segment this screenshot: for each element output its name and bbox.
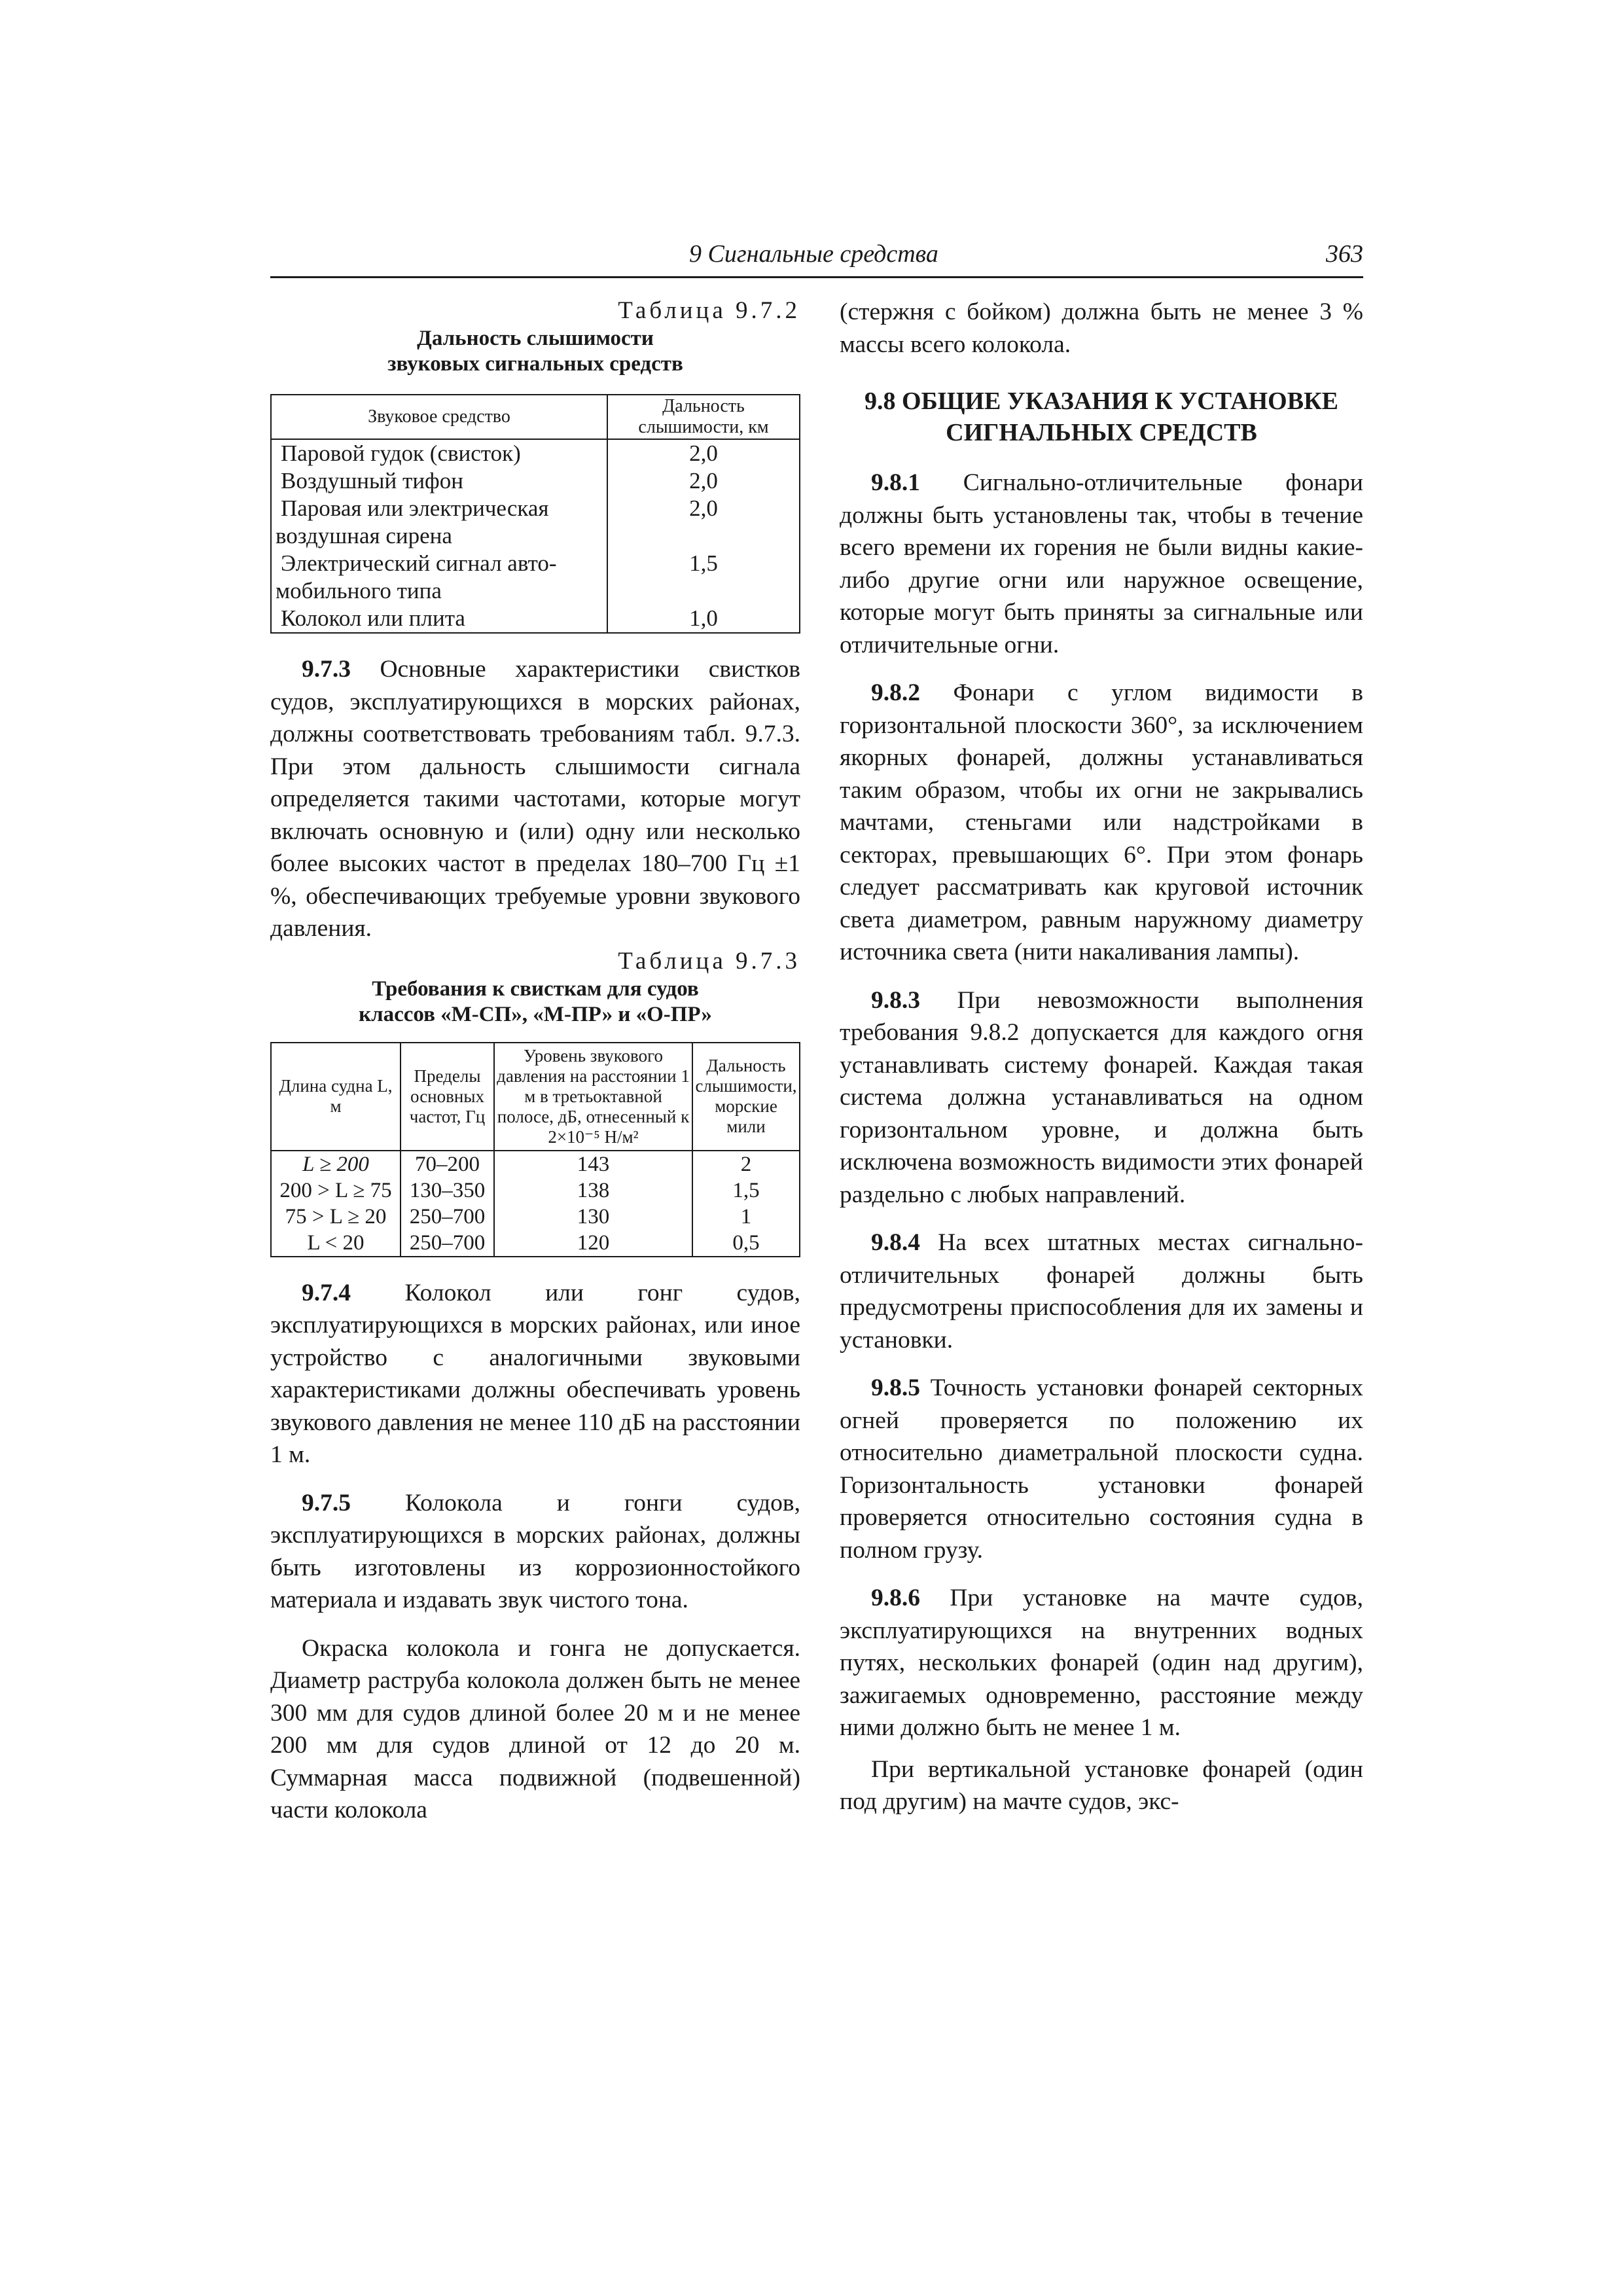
header-line: Дальность xyxy=(662,396,745,416)
section-heading xyxy=(840,386,1363,448)
spacer xyxy=(840,1356,1363,1372)
spacer xyxy=(840,361,1363,386)
table-cell: 1,5 xyxy=(607,550,800,605)
table-row xyxy=(271,439,800,467)
clause-number: 9.8.4 xyxy=(871,1229,920,1256)
heading-line: 9.8 ОБЩИЕ УКАЗАНИЯ К УСТАНОВКЕ xyxy=(865,387,1338,415)
paragraph-9-8-1 xyxy=(840,467,1363,661)
clause-number: 9.8.2 xyxy=(871,679,920,706)
table-title: классов «М-СП», «М-ПР» и «О-ПР» xyxy=(359,1002,712,1026)
table-header-cell: Длина судна L, м xyxy=(271,1043,401,1151)
cell-line: воздушная сирена xyxy=(276,523,452,548)
paragraph-9-7-4 xyxy=(270,1277,800,1471)
clause-number: 9.7.5 xyxy=(302,1489,351,1516)
paragraph-text: При установке на мачте судов, эксплуатирующихся на внутренних водных путях, нескольких фонарей (один над другим), зажигаемых одновременно, расстояние между ними должно быть не менее 1 м. xyxy=(840,1585,1363,1741)
table-header-cell: Звуковое средство xyxy=(271,395,607,439)
table-cell: Колокол или плита xyxy=(271,605,607,633)
cell-line: Электрический сигнал авто- xyxy=(281,550,557,576)
table-header-cell: Дальность слышимости, морские мили xyxy=(692,1043,800,1151)
table-title: Дальность слышимости xyxy=(417,327,654,350)
paragraph-9-8-5 xyxy=(840,1372,1363,1566)
table-cell: 250–700 xyxy=(401,1230,494,1257)
paragraph-9-8-2 xyxy=(840,677,1363,969)
table-label: Таблица 9.7.3 xyxy=(618,947,800,975)
clause-number: 9.8.5 xyxy=(871,1374,920,1401)
table-header-row xyxy=(271,1043,800,1151)
paragraph-text: Сигнально-отличительные фонари должны быть установлены так, чтобы в течение всего времени их горения не были видны какие-либо другие огни или наружное освещение, которые могут быть приняты за сигнальные или отличительные огни. xyxy=(840,469,1363,658)
table-whistle-requirements xyxy=(270,1042,800,1257)
paragraph-9-8-6-continued: При вертикальной установке фонарей (один под другим) на мачте судов, экс- xyxy=(840,1755,1363,1815)
spacer xyxy=(840,969,1363,984)
table-cell: 1,5 xyxy=(692,1177,800,1204)
paragraph-text: Колокол или гонг судов, эксплуатирующихся в морских районах, или иное устройство с аналогичными звуковыми характеристиками должны обеспечивать уровень звукового давления не менее 110 дБ на расстоянии 1 м. xyxy=(270,1279,800,1468)
clause-number: 9.8.3 xyxy=(871,986,920,1014)
clause-number: 9.8.1 xyxy=(871,469,920,496)
cell-line: мобильного типа xyxy=(276,578,442,603)
table-cell xyxy=(271,495,607,550)
spacer xyxy=(270,1257,800,1277)
header-line: слышимости, км xyxy=(638,417,769,437)
table-cell: 130–350 xyxy=(401,1177,494,1204)
table-cell: 143 xyxy=(494,1151,692,1177)
spacer xyxy=(840,1211,1363,1227)
table-cell: 2,0 xyxy=(607,439,800,467)
heading-line: СИГНАЛЬНЫХ СРЕДСТВ xyxy=(946,419,1257,446)
table-header-row xyxy=(271,395,800,439)
spacer xyxy=(270,1617,800,1632)
paragraph-9-8-3 xyxy=(840,984,1363,1211)
spacer xyxy=(270,1471,800,1487)
table-cell: 2,0 xyxy=(607,467,800,495)
table-row xyxy=(271,467,800,495)
running-header xyxy=(270,238,1363,278)
table-row xyxy=(271,1177,800,1204)
table-cell: 75 > L ≥ 20 xyxy=(271,1204,401,1230)
table-row xyxy=(271,1230,800,1257)
table-row xyxy=(271,1151,800,1177)
spacer xyxy=(840,1744,1363,1753)
table-cell: L ≥ 200 xyxy=(271,1151,401,1177)
table-label: Таблица 9.7.2 xyxy=(618,297,800,324)
table-cell: 2,0 xyxy=(607,495,800,550)
spacer xyxy=(840,1566,1363,1582)
paragraph-9-8-4 xyxy=(840,1227,1363,1356)
paragraph-text: На всех штатных местах сигнально-отличительных фонарей должны быть предусмотрены приспособления для их замены и установки. xyxy=(840,1229,1363,1354)
table-cell: 138 xyxy=(494,1177,692,1204)
table-cell: 1 xyxy=(692,1204,800,1230)
spacer xyxy=(840,448,1363,467)
table-title: звуковых сигнальных средств xyxy=(387,352,683,376)
table-cell: Паровой гудок (свисток) xyxy=(271,439,607,467)
section-title: 9 Сигнальные средства xyxy=(689,240,938,268)
left-column xyxy=(270,296,800,1827)
table-cell: Воздушный тифон xyxy=(271,467,607,495)
paragraph-9-7-5 xyxy=(270,1487,800,1617)
spacer xyxy=(270,634,800,653)
paragraph-text: Основные характеристики свистков судов, эксплуатирующихся в морских районах, должны соответствовать требованиям табл. 9.7.3. При этом дальность слышимости сигнала определяется такими частотами, которые могут включать основную и (или) одну или несколько более высоких частот в пределах 180–700 Гц ±1 %, обеспечивающих требуемые уровни звукового давления. xyxy=(270,656,800,942)
paragraph-9-7-5-continued: Окраска колокола и гонга не допускается. Диаметр раструба колокола должен быть не менее 300 мм для судов длиной более 20 м и не менее 200 мм для судов длиной от 12 до 20 м. Суммарная масса подвижной (подвешенной) части колокола xyxy=(270,1634,800,1823)
table-row xyxy=(271,1204,800,1230)
right-column xyxy=(840,296,1363,1818)
table-header-cell xyxy=(607,395,800,439)
paragraph-text: Фонари с углом видимости в горизонтальной плоскости 360°, за исключением якорных фонарей, должны устанавливаться таким образом, чтобы их огни не закрывались мачтами, стеньгами или надстройками в секторах, превышающих 6°. При этом фонарь следует рассматривать как круговой источник света диаметром, равным наружному диаметру источника света (нити накаливания лампы). xyxy=(840,679,1363,965)
table-cell: 130 xyxy=(494,1204,692,1230)
table-row xyxy=(271,495,800,550)
table-cell: L < 20 xyxy=(271,1230,401,1257)
table-header-cell: Уровень звукового давления на расстоянии 1 м в третьоктавной полосе, дБ, отнесенный к 2×10⁻⁵ Н/м² xyxy=(494,1043,692,1151)
table-cell: 1,0 xyxy=(607,605,800,633)
table-cell: 120 xyxy=(494,1230,692,1257)
table-hearing-range xyxy=(270,394,800,634)
table-row xyxy=(271,605,800,633)
paragraph-continuation: (стержня с бойком) должна быть не менее 3 % массы всего колокола. xyxy=(840,298,1363,358)
paragraph-text: При невозможности выполнения требования 9.8.2 допускается для каждого огня устанавливать систему фонарей. Каждая такая система должна устанавливаться на одном горизонтальном уровне, и должна быть исключена возможность видимости этих фонарей раздельно с любых направлений. xyxy=(840,986,1363,1208)
page-number: 363 xyxy=(1326,240,1363,268)
table-cell: 70–200 xyxy=(401,1151,494,1177)
cell-line: Паровая или электрическая xyxy=(281,495,549,521)
paragraph-9-8-6 xyxy=(840,1582,1363,1744)
table-cell xyxy=(271,550,607,605)
clause-number: 9.7.3 xyxy=(302,656,351,683)
table-row xyxy=(271,550,800,605)
table-cell: 2 xyxy=(692,1151,800,1177)
table-title: Требования к свисткам для судов xyxy=(372,977,699,1001)
clause-number: 9.7.4 xyxy=(302,1279,351,1306)
table-cell: 0,5 xyxy=(692,1230,800,1257)
table-header-cell: Пределы основных частот, Гц xyxy=(401,1043,494,1151)
clause-number: 9.8.6 xyxy=(871,1585,920,1611)
table-cell: 250–700 xyxy=(401,1204,494,1230)
paragraph-9-7-3 xyxy=(270,653,800,945)
paragraph-text: Колокола и гонги судов, эксплуатирующихся в морских районах, должны быть изготовлены из коррозионностойкого материала и издавать звук чистого тона. xyxy=(270,1489,800,1613)
table-cell: 200 > L ≥ 75 xyxy=(271,1177,401,1204)
spacer xyxy=(840,661,1363,677)
paragraph-text: Точность установки фонарей секторных огней проверяется по положению их относительно диаметральной плоскости судна. Горизонтальность установки фонарей проверяется относительно состояния судна в полном грузу. xyxy=(840,1374,1363,1564)
